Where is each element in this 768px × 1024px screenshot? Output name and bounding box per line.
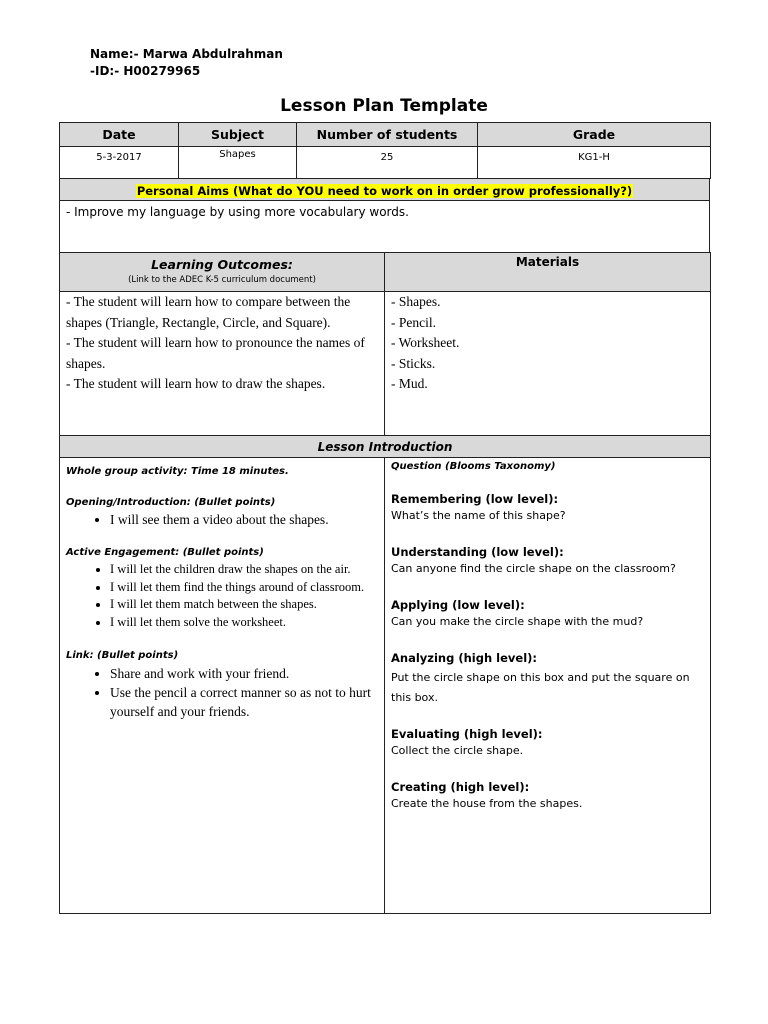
material-item: - Mud. <box>391 376 428 392</box>
question-text: Put the circle shape on this box and put the square on this box. <box>391 671 690 704</box>
header-date: Date <box>60 123 179 147</box>
question-level: Applying (low level): <box>391 598 525 612</box>
materials-header: Materials <box>385 253 711 292</box>
list-item: • I will see them a video about the shapes. <box>110 511 378 529</box>
value-date: 5-3-2017 <box>60 147 179 179</box>
list-item: • Use the pencil a correct manner so as not to hurt yourself and your friends. <box>110 683 378 721</box>
material-item: - Worksheet. <box>391 335 460 351</box>
question-level: Understanding (low level): <box>391 545 564 559</box>
active-label: Active Engagement: (Bullet points) <box>66 547 264 558</box>
list-item: • Share and work with your friend. <box>110 664 378 683</box>
header-grade: Grade <box>478 123 711 147</box>
link-list <box>66 664 378 721</box>
outcome-item: - The student will learn how to compare between the shapes (Triangle, Rectangle, Circle, and Square). <box>66 294 351 330</box>
opening-list <box>66 511 378 529</box>
personal-aims-text: - Improve my language by using more vocabulary words. <box>60 201 710 253</box>
whole-group-label: Whole group activity: Time 18 minutes. <box>66 466 289 477</box>
question-level: Creating (high level): <box>391 780 530 794</box>
questions-cell <box>385 458 711 914</box>
opening-label: Opening/Introduction: (Bullet points) <box>66 497 276 508</box>
outcome-item: - The student will learn how to draw the shapes. <box>66 376 326 392</box>
material-item: - Sticks. <box>391 355 436 371</box>
question-block <box>391 492 704 522</box>
value-students: 25 <box>297 147 478 179</box>
question-block <box>391 780 704 810</box>
question-block <box>391 598 704 628</box>
outcomes-header <box>60 253 385 292</box>
value-subject: Shapes <box>179 147 297 179</box>
value-grade: KG1-H <box>478 147 711 179</box>
outcomes-subtitle: (Link to the ADEC K-5 curriculum document) <box>128 275 316 285</box>
list-item: • I will let them match between the shapes. <box>110 596 378 614</box>
list-item: • I will let the children draw the shapes on the air. <box>110 561 378 579</box>
question-level: Evaluating (high level): <box>391 727 543 741</box>
questions-title: Question (Blooms Taxonomy) <box>391 461 556 472</box>
personal-aims-label: Personal Aims (What do YOU need to work on in order grow professionally?) <box>136 184 633 198</box>
outcomes-title: Learning Outcomes: <box>151 257 293 272</box>
list-item: • I will let them solve the worksheet. <box>110 614 378 632</box>
lesson-intro-table <box>59 435 711 914</box>
student-id: -ID:- H00279965 <box>90 64 201 78</box>
question-text: What’s the name of this shape? <box>391 509 566 522</box>
student-name: Name:- Marwa Abdulrahman <box>90 47 283 61</box>
material-item: - Pencil. <box>391 314 436 330</box>
activities-cell <box>60 458 385 914</box>
materials-list <box>385 292 711 436</box>
header-students: Number of students <box>297 123 478 147</box>
student-info <box>90 46 283 80</box>
personal-aims-header <box>60 179 710 201</box>
question-level: Analyzing (high level): <box>391 651 537 665</box>
link-label: Link: (Bullet points) <box>66 650 179 661</box>
question-block <box>391 727 704 757</box>
outcome-item: - The student will learn how to pronounce the names of shapes. <box>66 335 365 371</box>
list-item: • I will let them find the things around of classroom. <box>110 579 378 597</box>
outcomes-list <box>60 292 385 436</box>
page-title: Lesson Plan Template <box>280 96 488 116</box>
question-text: Create the house from the shapes. <box>391 797 583 810</box>
question-text: Collect the circle shape. <box>391 744 524 757</box>
lesson-intro-header: Lesson Introduction <box>60 436 711 458</box>
question-text: Can you make the circle shape with the mud? <box>391 615 644 628</box>
info-table <box>59 122 711 179</box>
active-list <box>66 561 378 631</box>
question-block <box>391 651 704 708</box>
question-level: Remembering (low level): <box>391 492 559 506</box>
personal-aims-table <box>59 178 710 253</box>
question-block <box>391 545 704 575</box>
header-subject: Subject <box>179 123 297 147</box>
question-text: Can anyone find the circle shape on the classroom? <box>391 562 676 575</box>
outcomes-table <box>59 252 711 436</box>
material-item: - Shapes. <box>391 294 441 309</box>
